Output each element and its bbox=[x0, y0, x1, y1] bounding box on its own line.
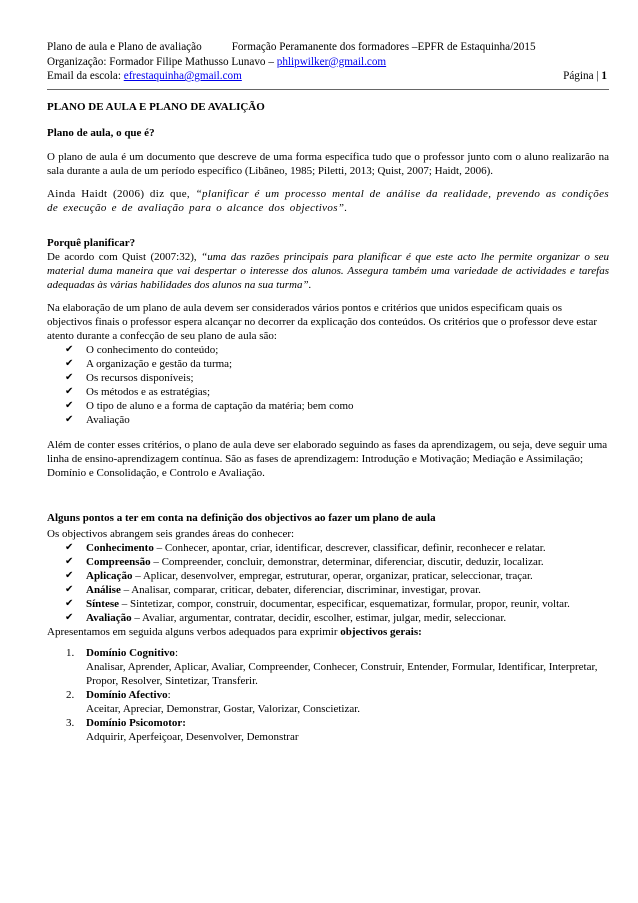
domain-verbs: Aceitar, Apreciar, Demonstrar, Gostar, Valorizar, Conscietizar. bbox=[86, 703, 361, 715]
check-mark-icon: ✔ bbox=[65, 344, 74, 355]
domain-title: Domínio Cognitivo bbox=[86, 647, 175, 659]
knowledge-area-term: Aplicação bbox=[86, 570, 133, 582]
paragraph-quist bbox=[47, 250, 609, 292]
check-mark-icon: ✔ bbox=[65, 400, 74, 411]
check-mark-icon: ✔ bbox=[65, 372, 74, 383]
knowledge-area-verbs: – Compreender, concluir, demonstrar, determinar, diferenciar, discutir, deduzir, localizar. bbox=[150, 556, 544, 568]
page-number: 1 bbox=[601, 70, 607, 83]
check-mark-icon: ✔ bbox=[65, 612, 74, 623]
check-mark-icon: ✔ bbox=[65, 556, 74, 567]
page-prefix: Página | bbox=[563, 70, 602, 83]
criteria-item-text: Avaliação bbox=[86, 414, 130, 426]
paragraph-definition: O plano de aula é um documento que descreve de uma forma específica tudo que o professor junto com o aluno realizarão na sala durante a aula de um período específico (Libâneo, 1985; Piletti, 2013; Quist, 2007; Haidt, 2006). bbox=[47, 151, 609, 177]
criteria-item-text: Os métodos e as estratégias; bbox=[86, 386, 211, 398]
organizer-email-link[interactable]: phlipwilker@gmail.com bbox=[276, 55, 387, 68]
criteria-item bbox=[47, 357, 609, 371]
header-row-3 bbox=[47, 69, 607, 84]
criteria-list bbox=[47, 343, 609, 427]
verbs-intro-lead: Apresentamos em seguida alguns verbos adequados para exprimir bbox=[47, 626, 341, 638]
knowledge-area-item bbox=[47, 569, 609, 583]
domain-title-suffix: : bbox=[167, 689, 171, 701]
check-mark-icon: ✔ bbox=[65, 584, 74, 595]
domain-number: 3. bbox=[66, 717, 75, 729]
knowledge-area-item bbox=[47, 597, 609, 611]
knowledge-area-term: Compreensão bbox=[86, 556, 151, 568]
domain-number: 2. bbox=[66, 689, 75, 701]
criteria-item bbox=[47, 399, 609, 413]
knowledge-area-verbs: – Aplicar, desenvolver, empregar, estruturar, operar, organizar, praticar, seleccionar, traçar. bbox=[132, 570, 533, 582]
knowledge-area-item bbox=[47, 541, 609, 555]
paragraph-areas-intro: Os objectivos abrangem seis grandes áreas do conhecer: bbox=[47, 528, 295, 540]
document-body bbox=[47, 99, 609, 744]
knowledge-areas-list bbox=[47, 541, 609, 625]
knowledge-area-verbs: – Analisar, comparar, criticar, debater, diferenciar, discriminar, investigar, provar. bbox=[120, 584, 481, 596]
criteria-item bbox=[47, 385, 609, 399]
domain-item bbox=[47, 688, 609, 716]
section-heading-what-is: Plano de aula, o que é? bbox=[47, 127, 155, 139]
paragraph-criteria-intro: Na elaboração de um plano de aula devem ser considerados vários pontos e critérios que unidos especificam quais os objectivos finais o professor espera alcançar no decorrer da explicação dos conteúdos. Os critérios que o professor deve estar atento durante a confecção de seu plano de aula são: bbox=[47, 302, 598, 342]
check-mark-icon: ✔ bbox=[65, 386, 74, 397]
header-organization: Organização: Formador Filipe Mathusso Lunavo – bbox=[47, 55, 277, 68]
quist-lead: De acordo com Quist (2007:32), bbox=[47, 251, 202, 263]
knowledge-area-verbs: – Conhecer, apontar, criar, identificar, descrever, classificar, definir, reconhecer e relatar. bbox=[153, 542, 546, 554]
school-email-link[interactable]: efrestaquinha@gmail.com bbox=[123, 70, 242, 83]
criteria-item-text: O tipo de aluno e a forma de captação da matéria; bem como bbox=[86, 400, 354, 412]
header-title-left: Plano de aula e Plano de avaliação bbox=[47, 41, 202, 53]
check-mark-icon: ✔ bbox=[65, 358, 74, 369]
domain-item bbox=[47, 646, 609, 688]
knowledge-area-term: Conhecimento bbox=[86, 542, 154, 554]
domain-verbs: Analisar, Aprender, Aplicar, Avaliar, Compreender, Conhecer, Construir, Entender, Formular, Identificar, Interpretar, Propor, Resolver, Sintetizar, Transferir. bbox=[86, 661, 598, 687]
paragraph-learning-phases: Além de conter esses critérios, o plano de aula deve ser elaborado seguindo as fases da aprendizagem, ou seja, deve seguir uma linha de ensino-aprendizagem contínua. São as fases de aprendizagem: Introdução e Motivação; Mediação e Assimilação; Domínio e Consolidação, e Controlo e Avaliação. bbox=[47, 439, 608, 479]
header-school-label: Email da escola: bbox=[47, 70, 124, 83]
page-number-label bbox=[563, 69, 607, 84]
domain-heading bbox=[86, 716, 609, 730]
section-heading-why-plan: Porquê planificar? bbox=[47, 237, 136, 249]
domains-list bbox=[47, 646, 609, 744]
paragraph-haidt bbox=[47, 187, 609, 215]
knowledge-area-item bbox=[47, 583, 609, 597]
knowledge-area-term: Análise bbox=[86, 584, 121, 596]
header-row-2 bbox=[47, 55, 607, 70]
check-mark-icon: ✔ bbox=[65, 598, 74, 609]
knowledge-area-verbs: – Sintetizar, compor, construir, documentar, especificar, esquematizar, formular, propor, reunir, voltar. bbox=[119, 598, 570, 610]
header-divider bbox=[47, 89, 609, 90]
haidt-lead: Ainda Haidt (2006) diz que, bbox=[47, 188, 196, 200]
domain-verbs: Adquirir, Aperfeiçoar, Desenvolver, Demonstrar bbox=[86, 731, 299, 743]
knowledge-area-verbs: – Avaliar, argumentar, contratar, decidir, escolher, estimar, julgar, medir, seleccionar. bbox=[131, 612, 507, 624]
criteria-item-text: O conhecimento do conteúdo; bbox=[86, 344, 219, 356]
domain-heading bbox=[86, 688, 609, 702]
page-header bbox=[47, 40, 607, 84]
header-row-1 bbox=[47, 40, 607, 55]
knowledge-area-term: Síntese bbox=[86, 598, 119, 610]
knowledge-area-item bbox=[47, 555, 609, 569]
knowledge-area-term: Avaliação bbox=[86, 612, 132, 624]
domain-number: 1. bbox=[66, 647, 75, 659]
haidt-quote: “planificar é um processo mental de análise da realidade, prevendo as condições de execução e de avaliação para o alcance dos objectivos”. bbox=[47, 188, 609, 214]
domain-item bbox=[47, 716, 609, 744]
domain-title-suffix: : bbox=[174, 647, 178, 659]
check-mark-icon: ✔ bbox=[65, 542, 74, 553]
knowledge-area-item bbox=[47, 611, 609, 625]
paragraph-verbs-intro bbox=[47, 625, 609, 639]
header-title-right: Formação Peramanente dos formadores –EPFR de Estaquinha/2015 bbox=[231, 41, 536, 53]
criteria-item bbox=[47, 413, 609, 427]
domain-title: Domínio Psicomotor: bbox=[86, 717, 186, 729]
check-mark-icon: ✔ bbox=[65, 414, 74, 425]
domain-title: Domínio Afectivo bbox=[86, 689, 168, 701]
criteria-item-text: A organização e gestão da turma; bbox=[86, 358, 233, 370]
verbs-intro-bold: objectivos gerais: bbox=[340, 626, 422, 638]
quist-quote: “uma das razões principais para planificar é que este acto lhe permite organizar o seu material duma maneira que vai despertar o interesse dos alunos. Assegura também uma variedade de actividades e tarefas adequadas às várias habilidades dos alunos na sua turma”. bbox=[47, 251, 609, 291]
check-mark-icon: ✔ bbox=[65, 570, 74, 581]
criteria-item bbox=[47, 371, 609, 385]
main-title: PLANO DE AULA E PLANO DE AVALIÇÃO bbox=[47, 101, 265, 113]
domain-heading bbox=[86, 646, 609, 660]
criteria-item bbox=[47, 343, 609, 357]
criteria-item-text: Os recursos disponíveis; bbox=[86, 372, 194, 384]
section-heading-objectives: Alguns pontos a ter em conta na definição dos objectivos ao fazer um plano de aula bbox=[47, 512, 436, 524]
